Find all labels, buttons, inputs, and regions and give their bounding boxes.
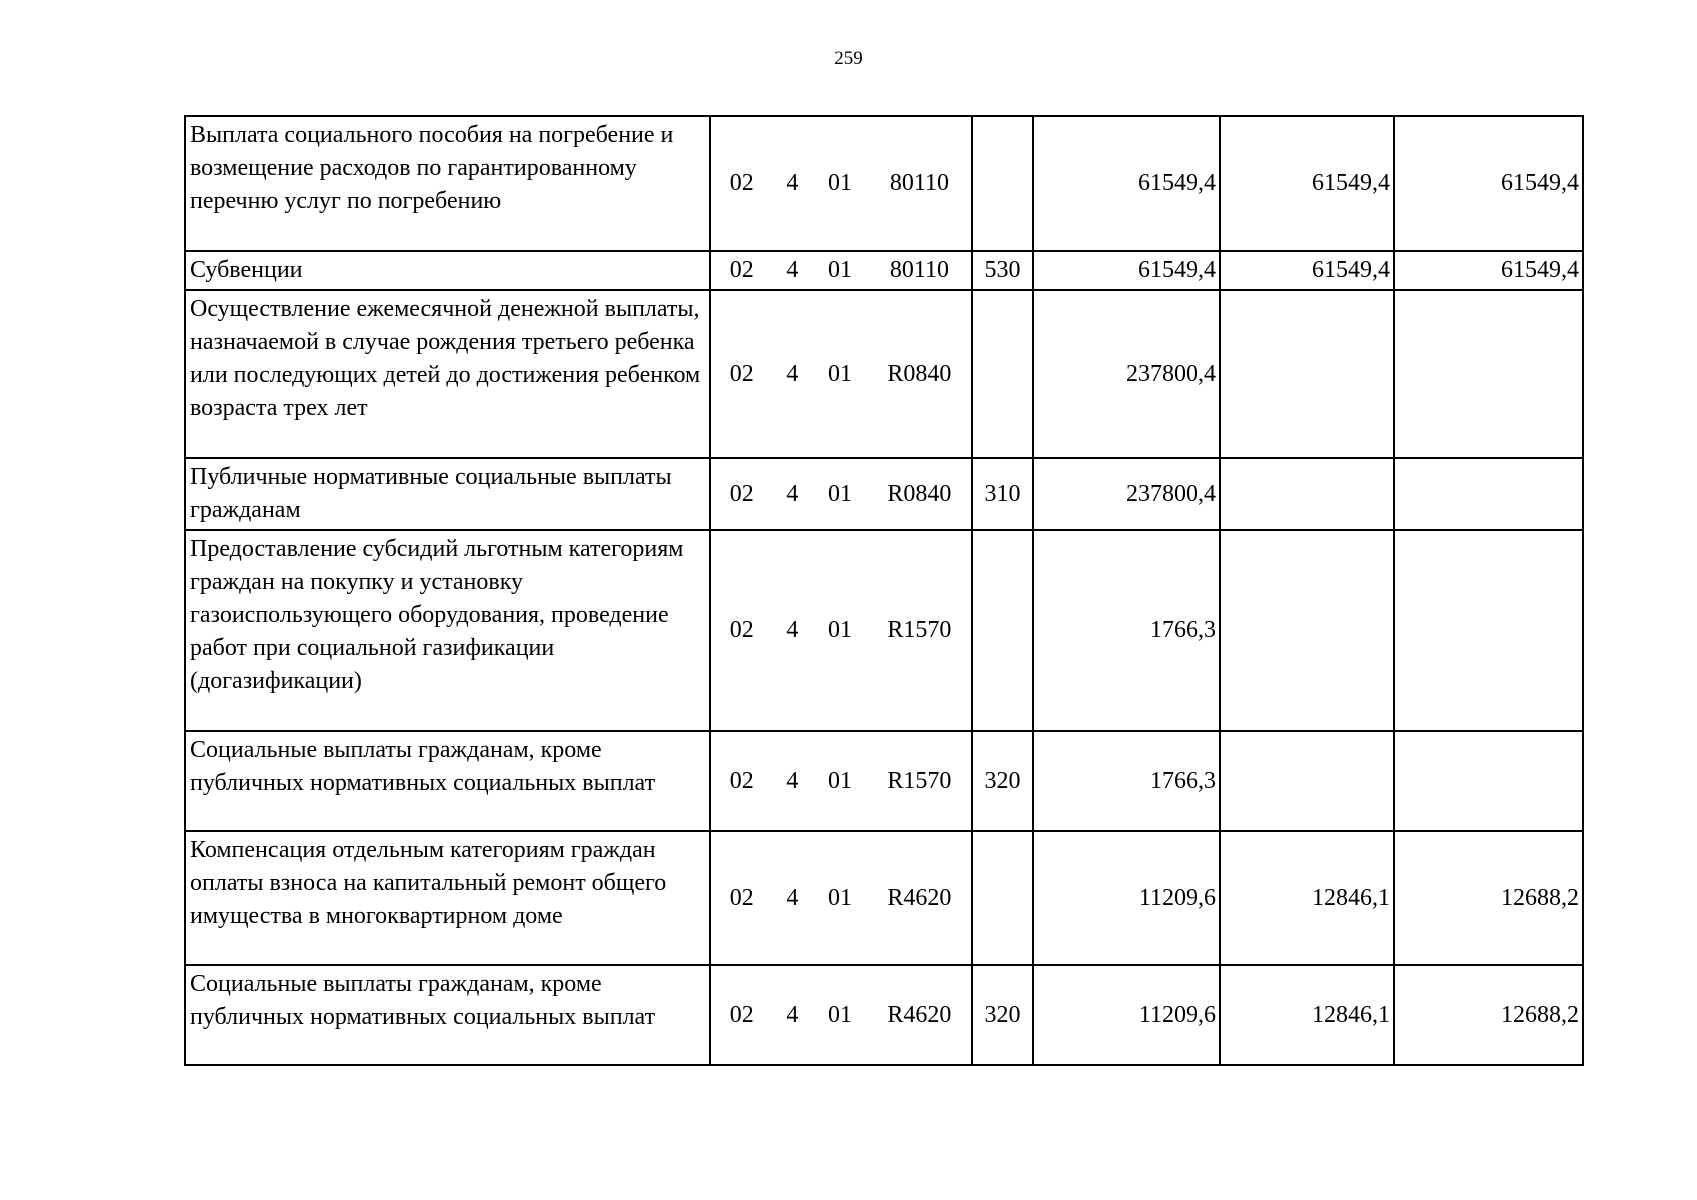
- amount-1: 61549,4: [1033, 251, 1220, 290]
- budget-table: [184, 115, 1584, 1066]
- code-cs: 01: [828, 617, 852, 643]
- code-cs: 01: [828, 767, 852, 794]
- amount-1: 237800,4: [1033, 458, 1220, 530]
- code-rz: 02: [729, 1001, 754, 1028]
- table-row: [185, 116, 1583, 251]
- code-target: R4620: [887, 1001, 952, 1028]
- page-number: 259: [834, 48, 863, 69]
- amount-2: 61549,4: [1220, 251, 1394, 290]
- code-target: 80110: [889, 257, 949, 283]
- code-cs: 01: [828, 360, 852, 387]
- code-pr: 4: [786, 480, 799, 507]
- amount-1: 1766,3: [1033, 731, 1220, 831]
- table-row: [185, 831, 1583, 965]
- row-name: Осуществление ежемесячной денежной выплаты, назначаемой в случае рождения третьего ребенка или последующих детей до достижения ребенком возраста трех лет: [185, 290, 710, 458]
- amount-1: 1766,3: [1033, 530, 1220, 731]
- row-name: Выплата социального пособия на погребение и возмещение расходов по гарантированному перечню услуг по погребению: [185, 116, 710, 251]
- expense-type: [972, 116, 1033, 251]
- amount-2: 12846,1: [1220, 965, 1394, 1065]
- code-pr: 4: [786, 170, 799, 196]
- amount-1: 11209,6: [1033, 965, 1220, 1065]
- amount-3: 12688,2: [1394, 965, 1583, 1065]
- code-target: R1570: [887, 617, 952, 643]
- amount-2: 12846,1: [1220, 831, 1394, 965]
- row-name: Компенсация отдельным категориям граждан оплаты взноса на капитальный ремонт общего имущества в многоквартирном доме: [185, 831, 710, 965]
- amount-2: [1220, 731, 1394, 831]
- code-rz: 02: [729, 617, 754, 643]
- table-row: [185, 251, 1583, 290]
- code-target: R0840: [887, 360, 952, 387]
- code-pr: 4: [786, 617, 799, 643]
- code-cs: 01: [828, 257, 852, 283]
- code-pr: 4: [786, 257, 799, 283]
- code-rz: 02: [729, 480, 754, 507]
- table-row: [185, 731, 1583, 831]
- amount-1: 61549,4: [1033, 116, 1220, 251]
- code-rz: 02: [729, 767, 754, 794]
- row-name: Предоставление субсидий льготным категориям граждан на покупку и установку газоиспользующего оборудования, проведение работ при социальной газификации (догазификации): [185, 530, 710, 731]
- code-rz: 02: [729, 360, 754, 387]
- row-name: Субвенции: [185, 251, 710, 290]
- expense-type: 530: [972, 251, 1033, 290]
- amount-3: [1394, 530, 1583, 731]
- code-cs: 01: [828, 884, 852, 911]
- amount-1: 11209,6: [1033, 831, 1220, 965]
- expense-type: 320: [972, 965, 1033, 1065]
- row-name: Социальные выплаты гражданам, кроме публичных нормативных социальных выплат: [185, 731, 710, 831]
- row-name: Социальные выплаты гражданам, кроме публичных нормативных социальных выплат: [185, 965, 710, 1065]
- amount-2: [1220, 530, 1394, 731]
- code-cs: 01: [828, 170, 852, 196]
- code-pr: 4: [786, 767, 799, 794]
- amount-3: [1394, 290, 1583, 458]
- amount-2: 61549,4: [1220, 116, 1394, 251]
- code-rz: 02: [729, 257, 754, 283]
- amount-3: [1394, 458, 1583, 530]
- code-target: R4620: [887, 884, 952, 911]
- table-row: [185, 965, 1583, 1065]
- expense-type: 320: [972, 731, 1033, 831]
- amount-3: [1394, 731, 1583, 831]
- code-pr: 4: [786, 884, 799, 911]
- amount-3: 61549,4: [1394, 251, 1583, 290]
- code-rz: 02: [729, 884, 754, 911]
- expense-type: [972, 290, 1033, 458]
- code-target: R1570: [887, 767, 952, 794]
- amount-1: 237800,4: [1033, 290, 1220, 458]
- code-cs: 01: [828, 480, 852, 507]
- code-rz: 02: [729, 170, 754, 196]
- code-pr: 4: [786, 1001, 799, 1028]
- expense-type: 310: [972, 458, 1033, 530]
- amount-2: [1220, 290, 1394, 458]
- amount-2: [1220, 458, 1394, 530]
- row-name: Публичные нормативные социальные выплаты гражданам: [185, 458, 710, 530]
- expense-type: [972, 831, 1033, 965]
- expense-type: [972, 530, 1033, 731]
- code-cs: 01: [828, 1001, 852, 1028]
- code-target: 80110: [889, 170, 949, 196]
- code-pr: 4: [786, 360, 799, 387]
- table-row: [185, 530, 1583, 731]
- amount-3: 61549,4: [1394, 116, 1583, 251]
- code-target: R0840: [887, 480, 952, 507]
- table-row: [185, 458, 1583, 530]
- amount-3: 12688,2: [1394, 831, 1583, 965]
- table-row: [185, 290, 1583, 458]
